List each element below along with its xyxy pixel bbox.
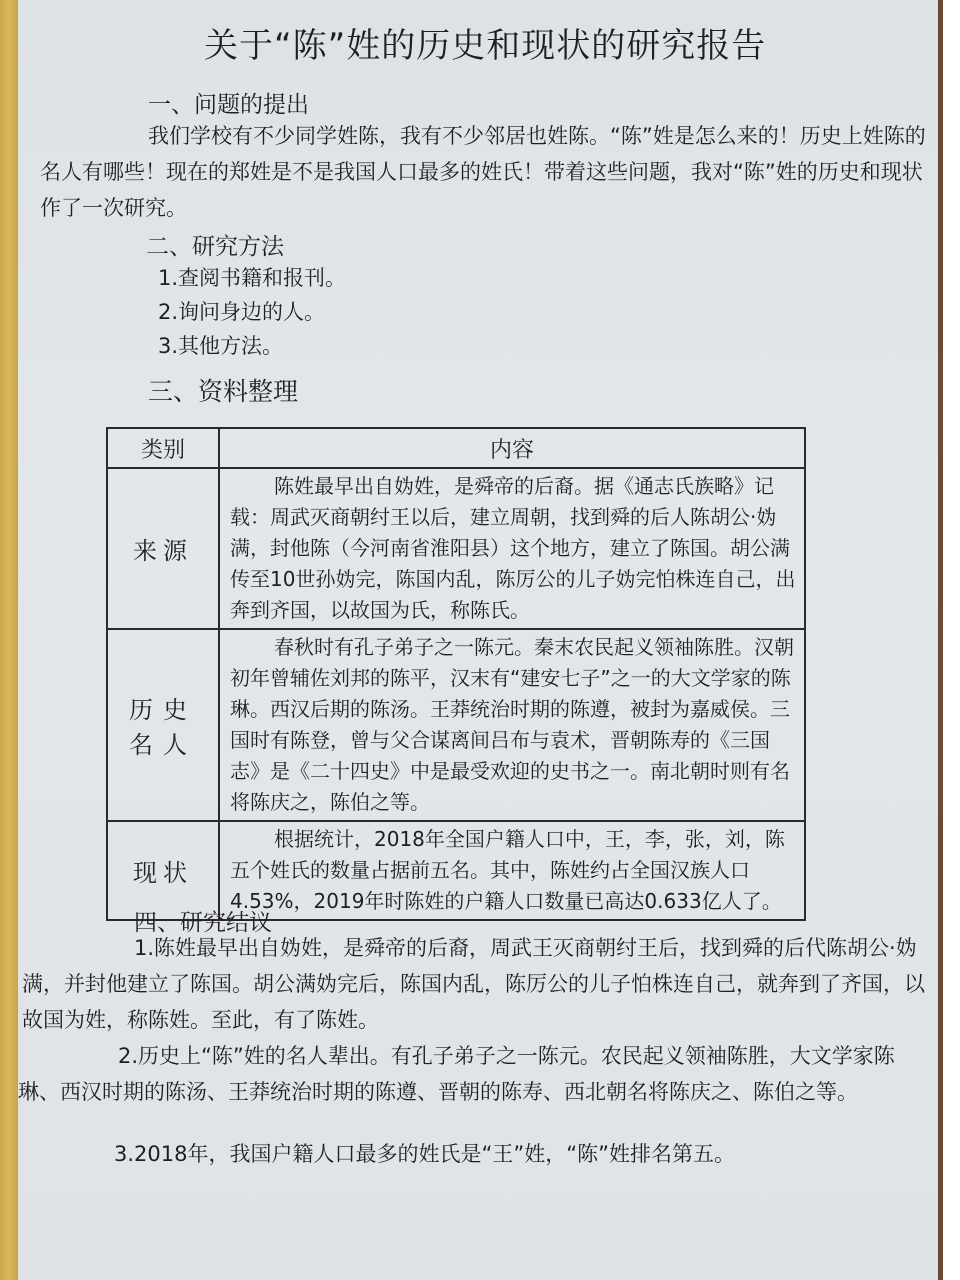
section-2-heading: 二、研究方法 [146,234,284,260]
table-row [107,629,805,821]
row-category-origin: 来源 [107,468,219,629]
conclusion-item-1: 1.陈姓最早出自妫姓，是舜帝的后裔，周武王灭商朝纣王后，找到舜的后代陈胡公·妫满，并封他建立了陈国。胡公满妫完后，陈国内乱，陈厉公的儿子怕株连自己，就奔到了齐国，以故国为姓，称陈姓。至此，有了陈姓。 [22,936,925,1032]
method-item-2: 2.询问身边的人。 [158,300,326,324]
header-category: 类别 [107,428,219,468]
row-content-current-status: 根据统计，2018年全国户籍人口中，王，李，张，刘，陈五个姓氏的数量占据前五名。其中，陈姓约占全国汉族人口4.53%，2019年时陈姓的户籍人口数量已高达0.633亿人了。 [219,821,805,920]
method-item-1: 1.查阅书籍和报刊。 [158,266,347,290]
report-title: 关于“陈”姓的历史和现状的研究报告 [204,26,767,66]
section-4-heading: 四、研究结议 [134,910,272,936]
section-1-heading: 一、问题的提出 [148,92,309,118]
row-category-current-status: 现状 [107,821,219,920]
row-content-famous-people: 春秋时有孔子弟子之一陈元。秦末农民起义领袖陈胜。汉朝初年曾辅佐刘邦的陈平，汉末有“建安七子”之一的大文学家的陈琳。西汉后期的陈汤。王莽统治时期的陈遵，被封为嘉威侯。三国时有陈登，曾与父合谋离间吕布与袁术，晋朝陈寿的《三国志》是《二十四史》中是最受欢迎的史书之一。南北朝时则有名将陈庆之，陈伯之等。 [219,629,805,821]
wood-background-left [0,0,20,1280]
row-category-famous-people: 历史名人 [107,629,219,821]
conclusion-item-3: 3.2018年，我国户籍人口最多的姓氏是“王”姓，“陈”姓排名第五。 [114,1142,735,1166]
section-1-paragraph: 我们学校有不少同学姓陈，我有不少邻居也姓陈。“陈”姓是怎么来的！历史上姓陈的名人有哪些！现在的郑姓是不是我国人口最多的姓氏！带着这些问题，我对“陈”姓的历史和现状作了一次研究。 [40,124,926,220]
header-content: 内容 [219,428,805,468]
method-item-3: 3.其他方法。 [158,334,284,358]
section-3-heading: 三、资料整理 [148,377,299,406]
row-content-origin: 陈姓最早出自妫姓，是舜帝的后裔。据《通志氏族略》记载：周武灭商朝纣王以后，建立周朝，找到舜的后人陈胡公·妫满，封他陈（今河南省淮阳县）这个地方，建立了陈国。胡公满传至10世孙妫完，陈国内乱，陈厉公的儿子妫完怕株连自己，出奔到齐国，以故国为氏，称陈氏。 [219,468,805,629]
handwritten-report-sheet [18,0,938,1280]
conclusion-item-2: 2.历史上“陈”姓的名人辈出。有孔子弟子之一陈元。农民起义领袖陈胜，大文学家陈琳、西汉时期的陈汤、王莽统治时期的陈遵、晋朝的陈寿、西北朝名将陈庆之、陈伯之等。 [18,1044,895,1104]
table-row [107,468,805,629]
data-table [106,427,806,921]
table-header-row [107,428,805,468]
